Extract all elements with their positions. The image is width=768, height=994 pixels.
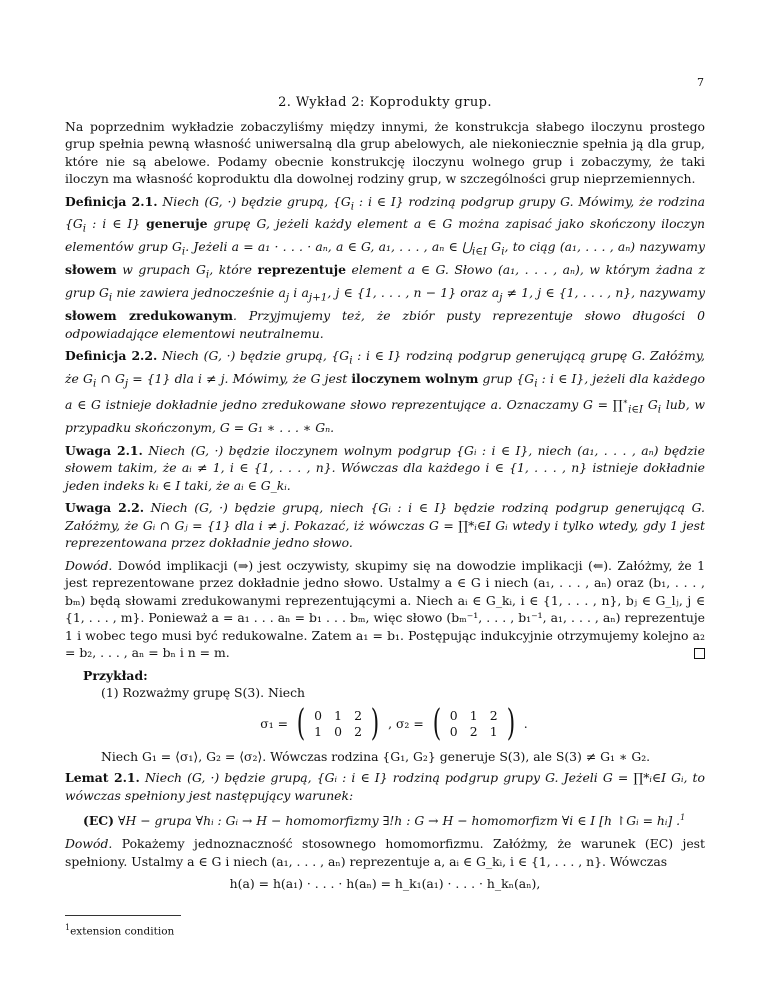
footnote-mark: 1	[65, 922, 71, 932]
period: .	[523, 716, 528, 732]
remark-label: Uwaga 2.2.	[65, 500, 145, 516]
cell: 2	[354, 707, 362, 723]
sigma2-matrix	[430, 702, 518, 744]
text: . Przyjmujemy też, że zbiór pusty reprezentuje słowo długości 0 odpowiadające elementowi neutralnemu.	[65, 308, 705, 341]
text: : i ∈ I} rodziną podgrup generującą grupę G. Załóżmy, że G	[65, 348, 705, 387]
text: : i ∈ I} rodziną podgrup grupy G. Mówimy, że rodzina {G	[65, 193, 705, 232]
section-title: 2. Wykład 2: Koprodukty grup.	[278, 95, 492, 110]
term-reprezentuje: reprezentuje	[257, 262, 346, 278]
permutation-matrices	[83, 702, 705, 744]
remark-2-2	[65, 499, 705, 552]
definition-2-1: Definicja 2.1. Niech (G, ·) będzie grupą, {$G_i$ : i ∈ I} rodziną podgrup grupy G. Mówimy, że rodzina {$G_i$ : i ∈ I} generuje grupę G, jeżeli każdy element a ∈ G można zapisać jako skończony iloczyn elementów grup $G_i$. Jeżeli a = a₁ · . . . · aₙ, a ∈ G, a₁, . . . , aₙ ∈ $⋃_{i\in I}$ $G_i$, to ciąg (a₁, . . . , aₙ) nazywamy słowem w grupach $G_i$, które reprezentuje element a ∈ G. Słowo (a₁, . . . , aₙ), w którym żadna z grup $G_i$ nie zawiera jednocześnie $a_j$ i $a_{j+1}$, j ∈ {1, . . . , n − 1} oraz $a_j \ne 1$, j ∈ {1, . . . , n}, nazywamy słowem zredukowanym. Przyjmujemy też, że zbiór pusty reprezentuje słowo długości 0 odpowiadające elementowi neutralnemu.	[65, 193, 706, 341]
term-iloczyn-wolny: iloczynem wolnym	[351, 371, 479, 387]
lemma-label: Lemat 2.1.	[65, 770, 140, 786]
text: , j ∈ {1, . . . , n − 1} oraz a	[327, 285, 500, 301]
cell: 2	[469, 723, 478, 739]
remark-text: Niech (G, ·) będzie iloczynem wolnym podgrup {Gᵢ : i ∈ I}, niech (a₁, . . . , aₙ) będzie słowem takim, że aᵢ ≠ 1, i ∈ {1, . . . , n}. Wówczas dla każdego i ∈ {1, . . . , n} istnieje dokładnie jeden indeks kᵢ ∈ I taki, że aᵢ ∈ G_kᵢ.	[65, 442, 705, 493]
right-paren: )	[370, 702, 380, 744]
example-item-1: (1) Rozważmy grupę S(3). Niech	[101, 685, 306, 701]
cell: 1	[469, 707, 478, 723]
footnote-ref: 1	[680, 813, 686, 823]
lemma-2-1	[65, 769, 705, 804]
cell: 1	[314, 723, 322, 739]
ec-condition	[65, 809, 705, 830]
text: Niech (G, ·) będzie grupą, {G	[161, 348, 350, 364]
text: , to ciąg (a₁, . . . , aₙ) nazywamy	[504, 239, 705, 255]
proof-formula: h(a) = h(a₁) · . . . · h(aₙ) = h_k₁(a₁) · . . . · h_kₙ(aₙ),	[229, 876, 541, 891]
text: element a ∈ G. Słowo (a₁, . . . , aₙ), w którym żadna z grup G	[65, 262, 705, 301]
cell: 2	[354, 723, 362, 739]
term-slowo-zredukowane: słowem zredukowanym	[65, 308, 233, 324]
definition-label: Definicja 2.2.	[65, 348, 158, 364]
ec-text: ∀H − grupa ∀hᵢ : Gᵢ → H − homomorfizmy ∃!h : G → H − homomorfizm ∀i ∈ I [h ↾Gᵢ = hᵢ] .	[117, 813, 681, 829]
example-label: Przykład:	[83, 667, 148, 683]
cell: 0	[334, 723, 342, 739]
proof-label: Dowód.	[65, 836, 113, 851]
text: : i ∈ I}, jeżeli dla każdego a ∈ G istnieje dokładnie jedno zredukowane słowo reprezentujące a. Oznaczamy G = ∏	[65, 371, 706, 413]
example-after: Niech G₁ = ⟨σ₁⟩, G₂ = ⟨σ₂⟩. Wówczas rodzina {G₁, G₂} generuje S(3), ale S(3) ≠ G₁ ∗ G₂.	[101, 748, 651, 764]
remark-label: Uwaga 2.1.	[65, 442, 143, 458]
text: grup {G	[478, 371, 535, 387]
definition-label: Definicja 2.1.	[65, 193, 158, 209]
proof-text: Pokażemy jednoznaczność stosownego homomorfizmu. Załóżmy, że warunek (EC) jest spełniony. Ustalmy a ∈ G i niech (a₁, . . . , aₙ) reprezentuje a, aᵢ ∈ G_kᵢ, i ∈ {1, . . . , n}. Wówczas	[65, 836, 705, 869]
text: ∩ G	[96, 371, 125, 387]
remark-text: Niech (G, ·) będzie grupą, niech {Gᵢ : i ∈ I} będzie rodziną podgrup generującą G. Załóżmy, że Gᵢ ∩ Gⱼ = {1} dla i ≠ j. Pokazać, iż wówczas G = ∏*ᵢ∈I Gᵢ wtedy i tylko wtedy, gdy 1 jest reprezentowana przez dokładnie jedno słowo.	[65, 500, 705, 551]
text: lub, w przypadku skończonym, G = G₁ ∗ . . . ∗ Gₙ.	[65, 397, 705, 436]
intro-paragraph: Na poprzednim wykładzie zobaczyliśmy między innymi, że konstrukcja słabego iloczynu prostego grup spełnia pewną własność uniwersalną dla grup abelowych, ale niekoniecznie spełnia ją dla grup, które nie są abelowe. Podamy obecnie konstrukcję iloczynu wolnego grup i zobaczymy, że taki iloczyn ma własność koproduktu dla dowolnej rodziny grup, w szczególności grup nieprzemiennych.	[65, 118, 705, 186]
right-paren: )	[506, 702, 515, 744]
text: Niech (G, ·) będzie grupą, {G	[162, 193, 351, 209]
footnote-divider	[65, 915, 181, 916]
sigma2-label: , σ₂ =	[388, 716, 424, 732]
text: G	[487, 239, 502, 255]
left-paren: (	[432, 702, 441, 744]
text: : i ∈ I}	[86, 216, 147, 232]
proof-text: Dowód implikacji (⇒) jest oczywisty, skupimy się na dowodzie implikacji (⇐). Załóżmy, że 1 jest reprezentowane przez dokładnie jedno słowo. Ustalmy a ∈ G i niech (a₁, . . . , aₙ) oraz (b₁, . . . , bₘ) będą słowami zredukowanymi reprezentującymi a. Niech aᵢ ∈ G_kᵢ, i ∈ {1, . . . , n}, bⱼ ∈ G_lⱼ, j ∈ {1, . . . , m}. Ponieważ a = a₁ . . . aₙ = b₁ . . . bₘ, więc słowo (bₘ⁻¹, . . . , b₁⁻¹, a₁, . . . , aₙ) reprezentuje 1 i wobec tego musi być redukowalne. Zatem a₁ = b₁. Postępując indukcyjnie otrzymujemy kolejno a₂ = b₂, . . . , aₙ = bₙ i n = m.	[65, 557, 705, 661]
sigma1-label: σ₁ =	[260, 716, 288, 732]
left-paren: (	[296, 702, 306, 744]
text: , które	[209, 262, 258, 278]
lemma-text: Niech (G, ·) będzie grupą, {Gᵢ : i ∈ I} rodziną podgrup grupy G. Jeżeli G = ∏*ᵢ∈I Gᵢ, to wówczas spełniony jest następujący warunek:	[65, 770, 705, 803]
cell: 2	[489, 707, 498, 723]
cell: 0	[314, 707, 322, 723]
cell: 0	[449, 707, 458, 723]
text: . Jeżeli a = a₁ · . . . · aₙ, a ∈ G, a₁, . . . , aₙ ∈ ⋃	[185, 239, 473, 255]
term-generuje: generuje	[146, 216, 208, 232]
definition-2-2: Definicja 2.2. Niech (G, ·) będzie grupą, {$G_i$ : i ∈ I} rodziną podgrup generującą grupę G. Załóżmy, że $G_i$ ∩ $G_j = \{1\}$ dla i ≠ j. Mówimy, że G jest iloczynem wolnym grup {$G_i$ : i ∈ I}, jeżeli dla każdego a ∈ G istnieje dokładnie jedno zredukowane słowo reprezentujące a. Oznaczamy $G = \prod^∗_{i\in I}$ $G_i$ lub, w przypadku skończonym, G = G₁ ∗ . . . ∗ Gₙ.	[65, 348, 706, 436]
term-slowo: słowem	[65, 262, 117, 278]
matrix-grid	[308, 708, 368, 740]
text: nie zawiera jednocześnie a	[112, 285, 286, 301]
text: w grupach G	[116, 262, 206, 278]
cell: 1	[334, 707, 342, 723]
cell: 1	[489, 723, 498, 739]
cell: 0	[449, 723, 458, 739]
text: = {1} dla i ≠ j. Mówimy, że G jest	[128, 371, 352, 387]
example-block	[65, 667, 705, 766]
text: ≠ 1, j ∈ {1, . . . , n}, nazywamy	[502, 285, 705, 301]
footnote-text: extension condition	[70, 925, 175, 937]
qed-square-icon	[694, 648, 705, 659]
proof-label: Dowód.	[65, 557, 113, 573]
page-number: 7	[697, 76, 704, 89]
text: G	[643, 397, 658, 413]
footnote	[65, 919, 705, 941]
ec-label: (EC)	[83, 813, 115, 829]
text: i a	[289, 285, 309, 301]
sigma1-matrix	[294, 702, 382, 744]
text: grupę G, jeżeli każdy element a ∈ G można zapisać jako skończony iloczyn elementów grup G	[65, 216, 706, 255]
proof-1	[65, 557, 705, 662]
content	[65, 94, 705, 941]
proof-2	[65, 835, 705, 870]
remark-2-1	[65, 442, 705, 495]
matrix-grid	[444, 708, 504, 740]
